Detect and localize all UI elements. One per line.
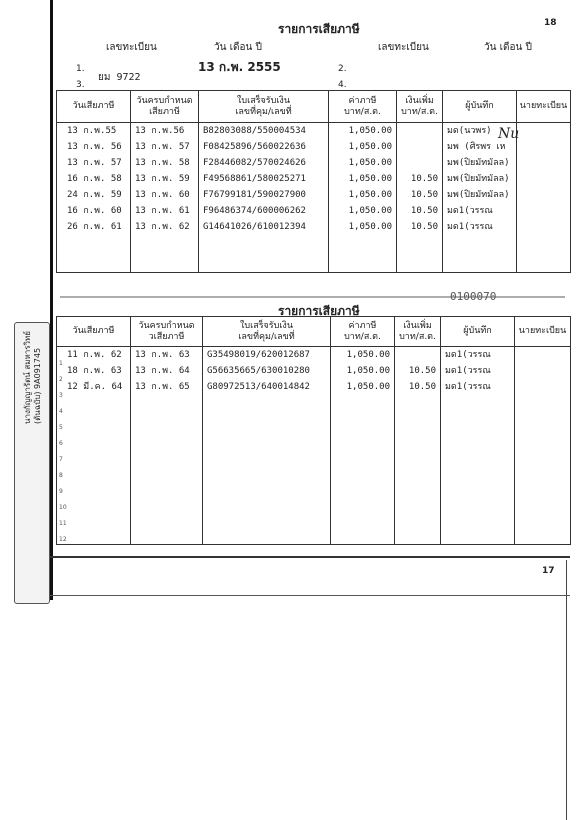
- column-header: วันเสียภาษี: [57, 317, 131, 347]
- tax-record-table-bottom: [56, 316, 571, 545]
- table-cell-receipt: F96486374/600006262: [203, 206, 306, 216]
- column-header: วันครบกำหนด เสียภาษี: [131, 91, 199, 123]
- section-title-bottom: รายการเสียภาษี: [278, 304, 360, 318]
- table-cell-paid: 11 ก.พ. 62: [67, 350, 122, 360]
- table-cell-recorder: มด1(วรรณ: [447, 222, 493, 232]
- table-cell-receipt: G14641026/610012394: [203, 222, 306, 232]
- table-cell-surcharge: 10.50: [410, 222, 438, 232]
- table-cell-due: 13 ก.พ. 63: [135, 350, 190, 360]
- table-cell-recorder: มพ(ปิยมัทมัลล): [447, 174, 510, 184]
- table-cell-tax: 1,050.00: [348, 126, 392, 136]
- row-number: 4: [59, 408, 63, 415]
- table-cell-recorder: มด1(วรรณ: [445, 382, 491, 392]
- table-cell-tax: 1,050.00: [348, 222, 392, 232]
- column-header: นายทะเบียน: [515, 317, 571, 347]
- table-cell-paid: 16 ก.พ. 58: [67, 174, 122, 184]
- column-header: วันครบกำหนด วเสียภาษี: [131, 317, 203, 347]
- table-cell-receipt: G80972513/640014842: [207, 382, 310, 392]
- table-cell-receipt: G35498019/620012687: [207, 350, 310, 360]
- certified-copy-stamp: [14, 322, 50, 604]
- table-cell-surcharge: 10.50: [410, 206, 438, 216]
- table-body-row: [57, 123, 571, 273]
- table-column-cell: [57, 347, 131, 545]
- table-cell-tax: 1,050.00: [346, 350, 390, 360]
- table-cell-paid: 26 ก.พ. 61: [67, 222, 122, 232]
- column-header: เงินเพิ่ม บาท/ส.ต.: [395, 317, 441, 347]
- page-right-border: [566, 560, 567, 820]
- table-cell-surcharge: [397, 155, 442, 171]
- table-column-cell: [203, 347, 331, 545]
- column-header: ใบเสร็จรับเงิน เลขที่คุม/เลขที่: [203, 317, 331, 347]
- table-cell-tax: 1,050.00: [348, 206, 392, 216]
- page-divider-line: [50, 556, 570, 558]
- table-cell-recorder: มด1(วรรณ: [447, 206, 493, 216]
- section-title-top: รายการเสียภาษี: [278, 22, 360, 36]
- tax-record-table-top: [56, 90, 571, 273]
- table-cell-due: 13 ก.พ. 59: [135, 174, 190, 184]
- table-column-cell: [397, 123, 443, 273]
- slot-number: 2.: [338, 64, 347, 74]
- table-cell-due: 13 ก.พ.56: [135, 126, 185, 136]
- table-cell-due: 13 ก.พ. 58: [135, 158, 190, 168]
- table-cell-surcharge: 10.50: [410, 174, 438, 184]
- column-header: เงินเพิ่ม บาท/ส.ต.: [397, 91, 443, 123]
- table-column-cell: [329, 123, 397, 273]
- table-cell-paid: 16 ก.พ. 60: [67, 206, 122, 216]
- slot-number: 1.: [76, 64, 85, 74]
- table-column-cell: [57, 123, 131, 273]
- table-cell-tax: 1,050.00: [348, 174, 392, 184]
- column-header: ผู้บันทึก: [441, 317, 515, 347]
- row-number: 1: [59, 360, 63, 367]
- page-number-bottom: 17: [542, 566, 555, 576]
- table-cell-recorder: มพ (ศิรพร เห: [447, 142, 506, 152]
- table-cell-recorder: มด(นวพร): [447, 126, 492, 136]
- table-cell-due: 13 ก.พ. 64: [135, 366, 190, 376]
- registrar-signature: Nu: [498, 126, 520, 142]
- slot-number: 4.: [338, 80, 347, 90]
- table-cell-due: 13 ก.พ. 61: [135, 206, 190, 216]
- stamp-line-name: นางกัญญารัตน์ สมหารวิทย์: [23, 331, 32, 425]
- page-divider-line: [50, 595, 570, 596]
- table-cell-receipt: G56635665/630010280: [207, 366, 310, 376]
- table-cell-receipt: F76799181/590027900: [203, 190, 306, 200]
- registration-date: 13 ก.พ. 2555: [198, 60, 281, 74]
- table-cell-surcharge: [397, 139, 442, 155]
- table-column-cell: [331, 347, 395, 545]
- table-cell-paid: 24 ก.พ. 59: [67, 190, 122, 200]
- table-column-cell: [199, 123, 329, 273]
- table-column-cell: [441, 347, 515, 545]
- table-body-row: [57, 347, 571, 545]
- column-header: ผู้บันทึก: [443, 91, 517, 123]
- row-number: 9: [59, 488, 63, 495]
- table-cell-tax: 1,050.00: [346, 366, 390, 376]
- registration-label: เลขทะเบียน: [106, 42, 157, 53]
- registration-label: เลขทะเบียน: [378, 42, 429, 53]
- table-cell-recorder: มพ(ปิยมัทมัลล): [447, 190, 510, 200]
- table-cell-paid: 12 มี.ค. 64: [67, 382, 123, 392]
- row-number: 11: [59, 520, 67, 527]
- table-cell-paid: 13 ก.พ. 57: [67, 158, 122, 168]
- table-column-cell: [515, 347, 571, 545]
- page-number-top: 18: [544, 18, 557, 28]
- row-number: 8: [59, 472, 63, 479]
- table-cell-tax: 1,050.00: [346, 382, 390, 392]
- table-cell-paid: 18 ก.พ. 63: [67, 366, 122, 376]
- table-column-cell: [131, 347, 203, 545]
- table-cell-tax: 1,050.00: [348, 158, 392, 168]
- table-cell-recorder: มด1(วรรณ: [445, 350, 491, 360]
- table-cell-surcharge: [395, 347, 440, 363]
- table-cell-paid: 13 ก.พ.55: [67, 126, 117, 136]
- table-cell-receipt: F28446082/570024626: [203, 158, 306, 168]
- table-cell-recorder: มด1(วรรณ: [445, 366, 491, 376]
- column-header: นายทะเบียน: [517, 91, 571, 123]
- table-cell-paid: 13 ก.พ. 56: [67, 142, 122, 152]
- date-label: วัน เดือน ปี: [214, 42, 262, 53]
- table-cell-surcharge: 10.50: [410, 190, 438, 200]
- table-cell-due: 13 ก.พ. 60: [135, 190, 190, 200]
- row-number: 3: [59, 392, 63, 399]
- table-cell-due: 13 ก.พ. 62: [135, 222, 190, 232]
- row-number: 12: [59, 536, 67, 543]
- table-cell-recorder: มพ(ปิยมัทมัลล): [447, 158, 510, 168]
- page-left-border: [50, 0, 53, 600]
- row-number: 6: [59, 440, 63, 447]
- slot-number: 3.: [76, 80, 85, 90]
- column-header: วันเสียภาษี: [57, 91, 131, 123]
- table-cell-surcharge: [397, 123, 442, 139]
- row-number: 7: [59, 456, 63, 463]
- stamp-line-ref: (ตันฉบับ) 9A091745: [33, 347, 42, 425]
- row-number: 2: [59, 376, 63, 383]
- serial-stamp: 0100070: [450, 290, 497, 303]
- table-cell-receipt: F08425896/560022636: [203, 142, 306, 152]
- table-column-cell: [517, 123, 571, 273]
- row-number: 5: [59, 424, 63, 431]
- table-column-cell: [395, 347, 441, 545]
- table-cell-receipt: F49568861/580025271: [203, 174, 306, 184]
- table-cell-due: 13 ก.พ. 57: [135, 142, 190, 152]
- table-column-cell: [443, 123, 520, 273]
- row-number: 10: [59, 504, 67, 511]
- table-cell-due: 13 ก.พ. 65: [135, 382, 190, 392]
- column-header: ค่าภาษี บาท/ส.ต.: [329, 91, 397, 123]
- column-header: ใบเสร็จรับเงิน เลขที่คุม/เลขที่: [199, 91, 329, 123]
- date-label: วัน เดือน ปี: [484, 42, 532, 53]
- table-cell-surcharge: 10.50: [408, 366, 436, 376]
- table-cell-receipt: B82803088/550004534: [203, 126, 306, 136]
- column-header: ค่าภาษี บาท/ส.ต.: [331, 317, 395, 347]
- table-cell-surcharge: 10.50: [408, 382, 436, 392]
- table-cell-tax: 1,050.00: [348, 190, 392, 200]
- registration-number: ยม 9722: [98, 72, 141, 83]
- table-column-cell: [131, 123, 199, 273]
- table-cell-tax: 1,050.00: [348, 142, 392, 152]
